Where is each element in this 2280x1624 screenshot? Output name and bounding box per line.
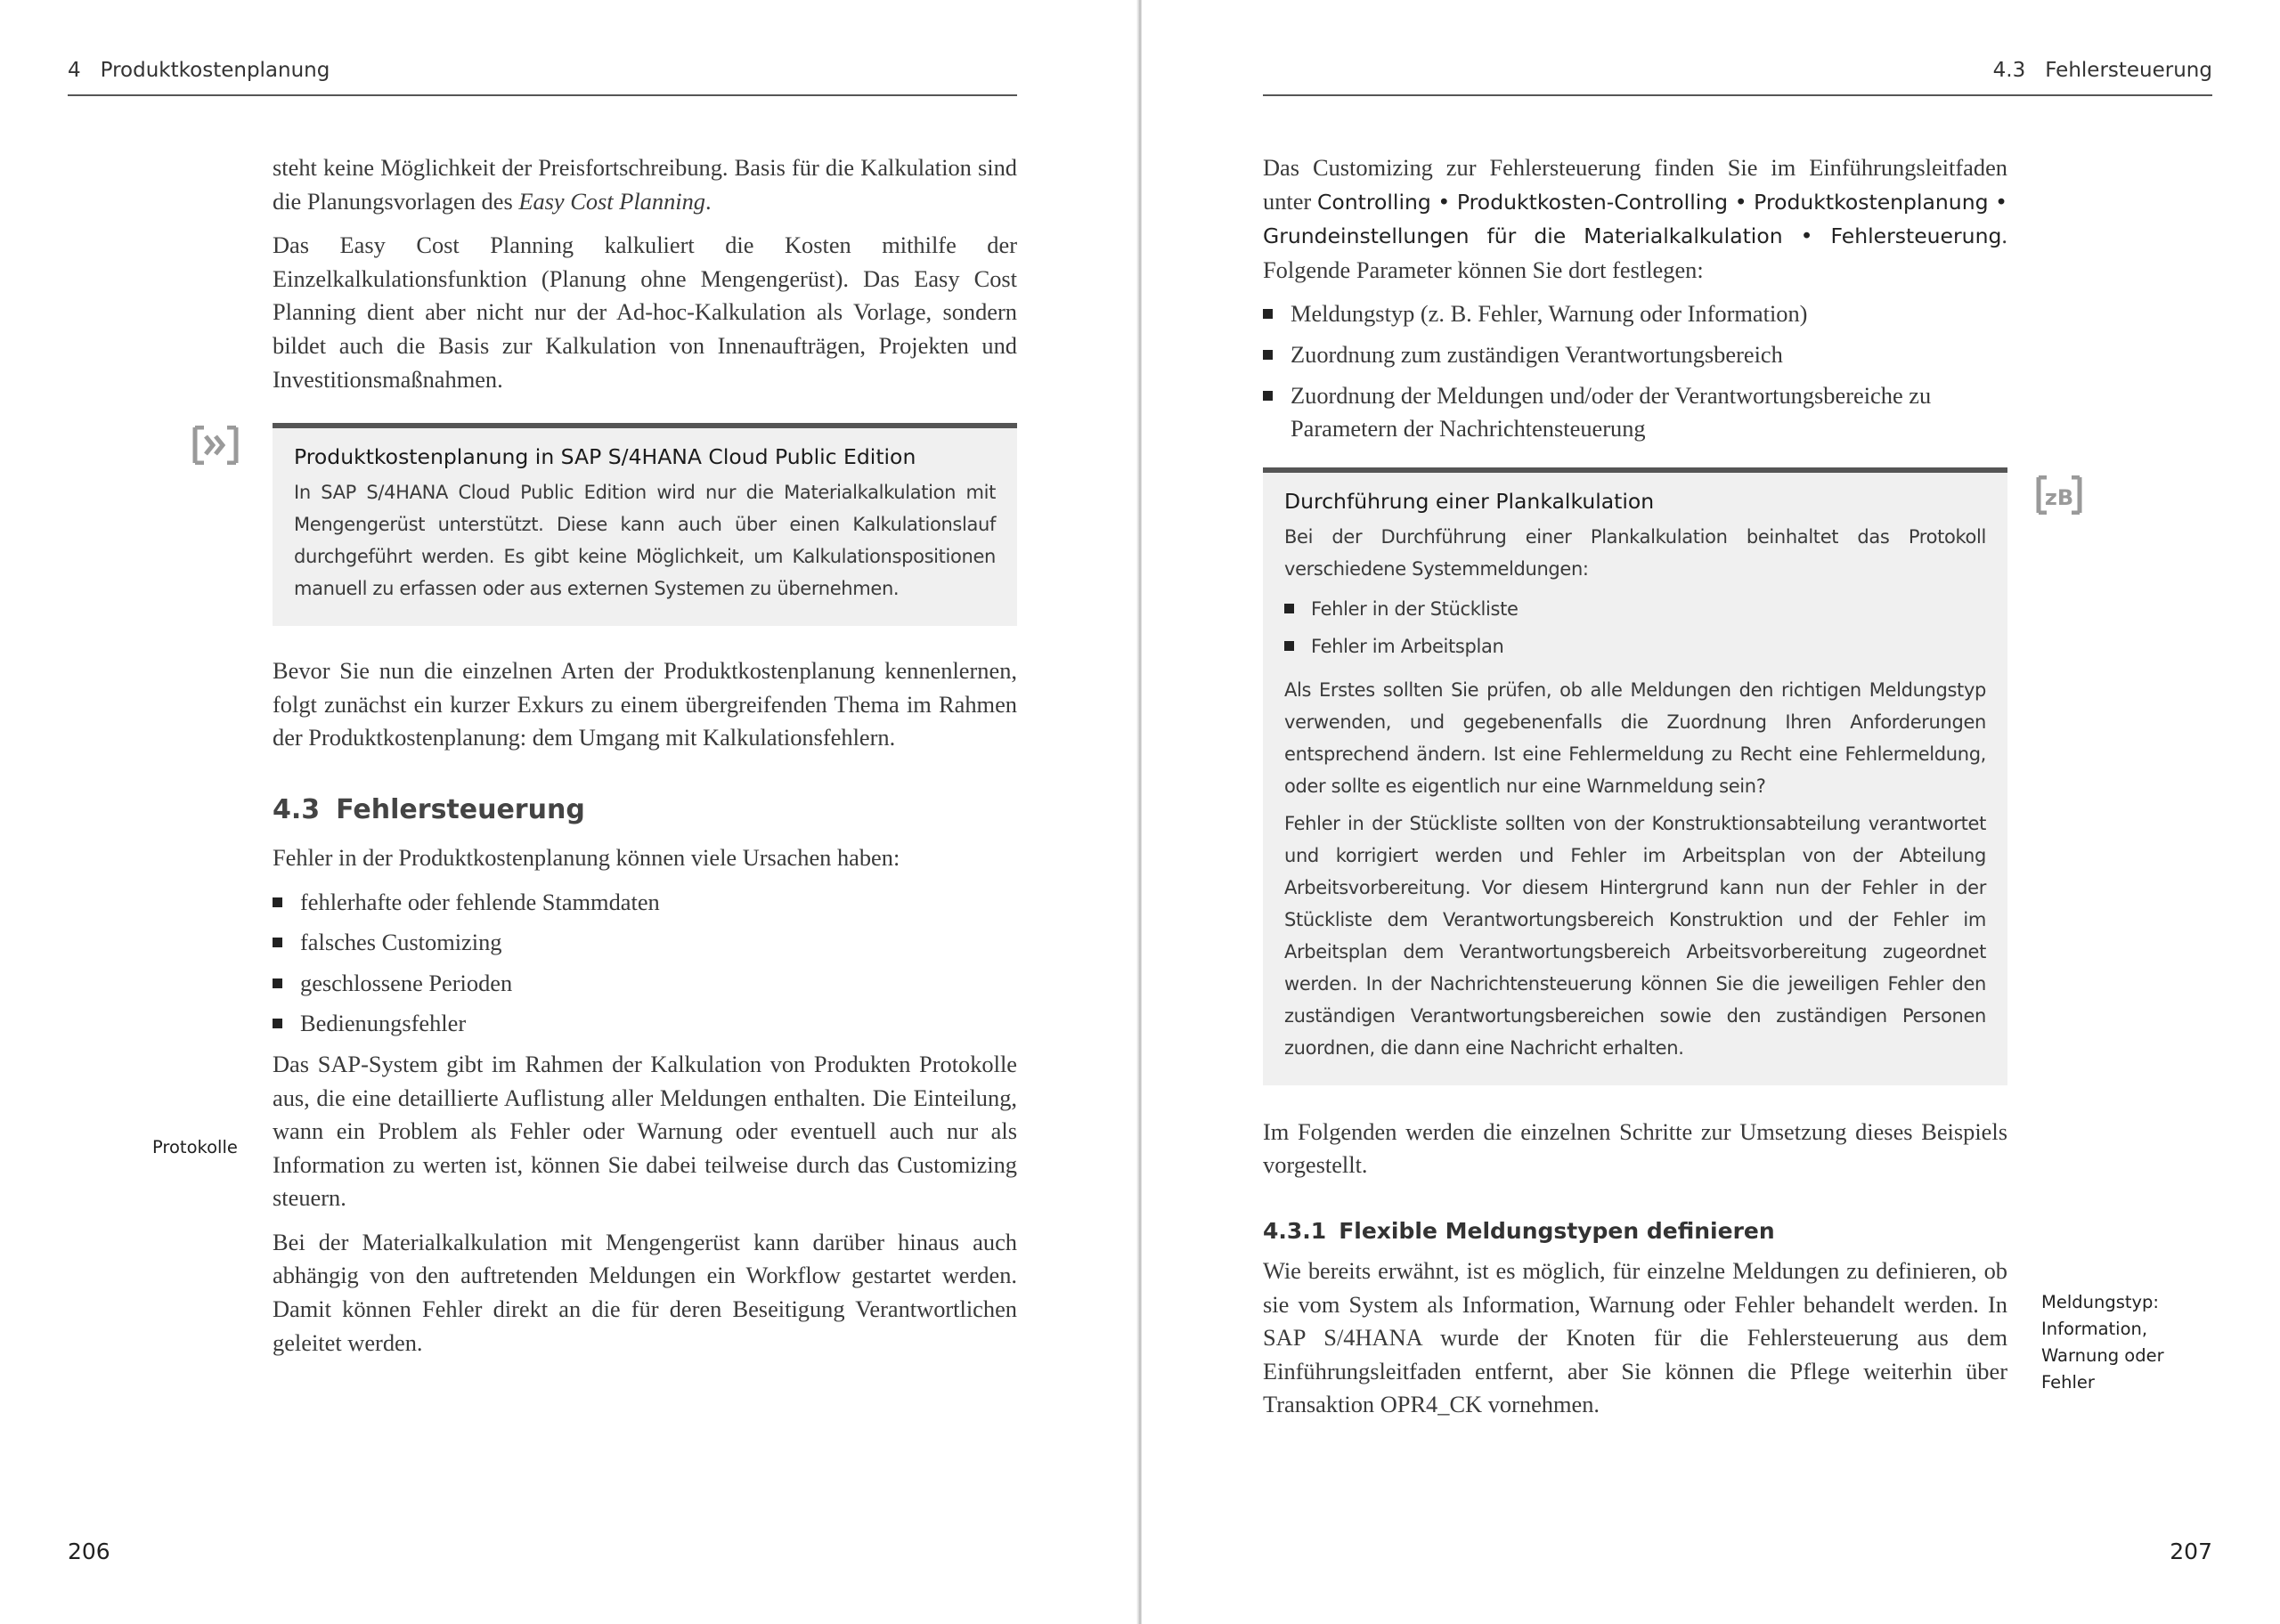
paragraph bbox=[273, 151, 1017, 218]
list-item: Fehler im Arbeitsplan bbox=[1284, 628, 1986, 665]
running-header-right bbox=[1993, 59, 2212, 82]
info-box bbox=[273, 423, 1017, 626]
example-box-text: Fehler in der Stückliste sollten von der Konstruktionsabteilung verantwortet und korrigiert werden und Fehler im Arbeitsplan von der Abteilung Arbeitsvorbereitung. Vor diesem Hintergrund kann nun der Fehler in der Stückliste dem Verantwortungsbereich Konstruktion und der Fehler im Arbeitsplan dem Verantwortungsbereich Arbeitsvorbereitung zugeordnet werden. In der Nachrichtensteuerung können Sie die jeweiligen Fehler den zuständigen Verantwortungsbereichen sowie den zuständigen Personen zuordnen, die dann eine Nachricht erhalten. bbox=[1284, 812, 1986, 1059]
paragraph: Wie bereits erwähnt, ist es möglich, für einzelne Meldungen zu definieren, ob sie vom System als Information, Warnung oder Fehler behandelt werden. In SAP S/4HANA wurde der Knoten für die Fehlersteuerung aus dem Einführungsleitfaden entfernt, aber Sie können die Pflege weiterhin über Transaktion OPR4_CK vornehmen. bbox=[1263, 1256, 2007, 1418]
running-header-left bbox=[68, 59, 330, 82]
paragraph-text: . bbox=[704, 187, 712, 215]
right-main-column bbox=[1263, 151, 2007, 1433]
page-number: 207 bbox=[2170, 1539, 2212, 1564]
menu-path: Controlling • Produktkosten-Controlling • Produktkostenplanung • Grundeinstellungen für die Materialkalkulation • Fehlersteuerung bbox=[1263, 189, 2007, 249]
paragraph: Das Easy Cost Planning kalkuliert die Kosten mithilfe der Einzelkalkulationsfunktion (Planung ohne Mengengerüst). Das Easy Cost Planning dient aber nicht nur der Ad-hoc-Kalkulation als Vorlage, sondern bildet auch die Basis zur Kalkulation von Innenaufträgen, Projekten und Investitionsmaßnahmen. bbox=[273, 231, 1017, 393]
section-heading bbox=[273, 794, 1017, 825]
right-page bbox=[1142, 0, 2280, 1624]
subsection-title: Flexible Meldungstypen definieren bbox=[1339, 1217, 1775, 1244]
list-item: Meldungstyp (z. B. Fehler, Warnung oder Information) bbox=[1263, 297, 2007, 331]
paragraph-text: . Folgende Parameter können Sie dort festlegen: bbox=[1263, 222, 2007, 283]
parameter-list bbox=[1263, 297, 2007, 445]
header-section-number: 4.3 bbox=[1992, 59, 2026, 82]
example-box-text: Als Erstes sollten Sie prüfen, ob alle Meldungen den richtigen Meldungstyp verwenden, und gegebenenfalls die Zuordnung Ihren Anforderungen entsprechend ändern. Ist eine Fehlermeldung zu Recht eine Fehlermeldung, oder sollte es eigentlich nur eine Warnmeldung sein? bbox=[1284, 678, 1986, 797]
example-icon bbox=[2036, 475, 2082, 519]
paragraph-text: Das Customizing zur Fehlersteuerung finden Sie im Einführungsleitfaden unter bbox=[1263, 154, 2007, 215]
list-item: falsches Customizing bbox=[273, 926, 1017, 960]
paragraph: Bei der Materialkalkulation mit Mengengerüst kann darüber hinaus auch abhängig von den auftretenden Meldungen ein Workflow gestartet werden. Damit können Fehler direkt an die für deren Beseitigung Verantwortlichen geleitet werden. bbox=[273, 1228, 1017, 1356]
paragraph: Bevor Sie nun die einzelnen Arten der Produktkostenplanung kennenlernen, folgt zunächst ein kurzer Exkurs zu einem übergreifenden Thema im Rahmen der Produktkostenplanung: dem Umgang mit Kalkulationsfehlern. bbox=[273, 657, 1017, 751]
paragraph: Im Folgenden werden die einzelnen Schritte zur Umsetzung dieses Beispiels vorgestellt. bbox=[1263, 1117, 2007, 1179]
paragraph: Das SAP-System gibt im Rahmen der Kalkulation von Produkten Protokolle aus, die eine detaillierte Auflistung aller Meldungen enthalten. Die Einteilung, wann ein Problem als Fehler oder Warnung oder eventuell auch nur als Information zu werten ist, können Sie dabei teilweise durch das Customizing steuern. bbox=[273, 1050, 1017, 1212]
header-chapter-title: Produktkostenplanung bbox=[100, 59, 330, 82]
left-page bbox=[0, 0, 1138, 1624]
emphasis-text: Easy Cost Planning bbox=[518, 187, 705, 215]
left-main-column bbox=[273, 151, 1017, 1370]
margin-note: Protokolle bbox=[152, 1137, 238, 1157]
list-item: Bedienungsfehler bbox=[273, 1007, 1017, 1041]
section-title: Fehlersteuerung bbox=[336, 793, 585, 825]
list-item: fehlerhafte oder fehlende Stammdaten bbox=[273, 886, 1017, 920]
example-icon-text: zB bbox=[2044, 485, 2074, 510]
header-section-title: Fehlersteuerung bbox=[2045, 59, 2212, 82]
header-chapter-number: 4 bbox=[68, 59, 81, 82]
margin-note: Meldungstyp: Information, Warnung oder Fehler bbox=[2041, 1292, 2164, 1393]
paragraph bbox=[1263, 151, 2007, 287]
section-number: 4.3 bbox=[273, 793, 321, 825]
example-box bbox=[1263, 467, 2007, 1085]
info-box-title: Produktkostenplanung in SAP S/4HANA Cloud Public Edition bbox=[294, 444, 916, 470]
list-item: Zuordnung zum zuständigen Verantwortungsbereich bbox=[1263, 338, 2007, 372]
header-rule bbox=[68, 94, 1017, 96]
paragraph: Fehler in der Produktkostenplanung können viele Ursachen haben: bbox=[273, 843, 900, 871]
example-box-intro: Bei der Durchführung einer Plankalkulation beinhaltet das Protokoll verschiedene Systemmeldungen: bbox=[1284, 525, 1986, 580]
example-box-list bbox=[1284, 590, 1986, 665]
double-chevron-right-icon bbox=[192, 426, 239, 469]
paragraph-text: steht keine Möglichkeit der Preisfortschreibung. Basis für die Kalkulation sind die Planungsvorlagen des bbox=[273, 154, 1017, 215]
list-item: geschlossene Perioden bbox=[273, 967, 1017, 1001]
subsection-number: 4.3.1 bbox=[1263, 1217, 1327, 1244]
header-rule bbox=[1263, 94, 2212, 96]
subsection-heading bbox=[1263, 1218, 2007, 1244]
list-item: Zuordnung der Meldungen und/oder der Verantwortungsbereiche zu Parametern der Nachrichtensteuerung bbox=[1263, 379, 2007, 446]
example-box-title: Durchführung einer Plankalkulation bbox=[1284, 488, 1655, 514]
cause-list bbox=[273, 886, 1017, 1041]
list-item: Fehler in der Stückliste bbox=[1284, 590, 1986, 628]
info-box-text: In SAP S/4HANA Cloud Public Edition wird nur die Materialkalkulation mit Mengengerüst unterstützt. Diese kann auch über einen Kalkulationslauf durchgeführt werden. Es gibt keine Möglichkeit, um Kalkulationspositionen manuell zu erfassen oder aus externen Systemen zu übernehmen. bbox=[294, 482, 996, 600]
page-number: 206 bbox=[68, 1539, 110, 1564]
